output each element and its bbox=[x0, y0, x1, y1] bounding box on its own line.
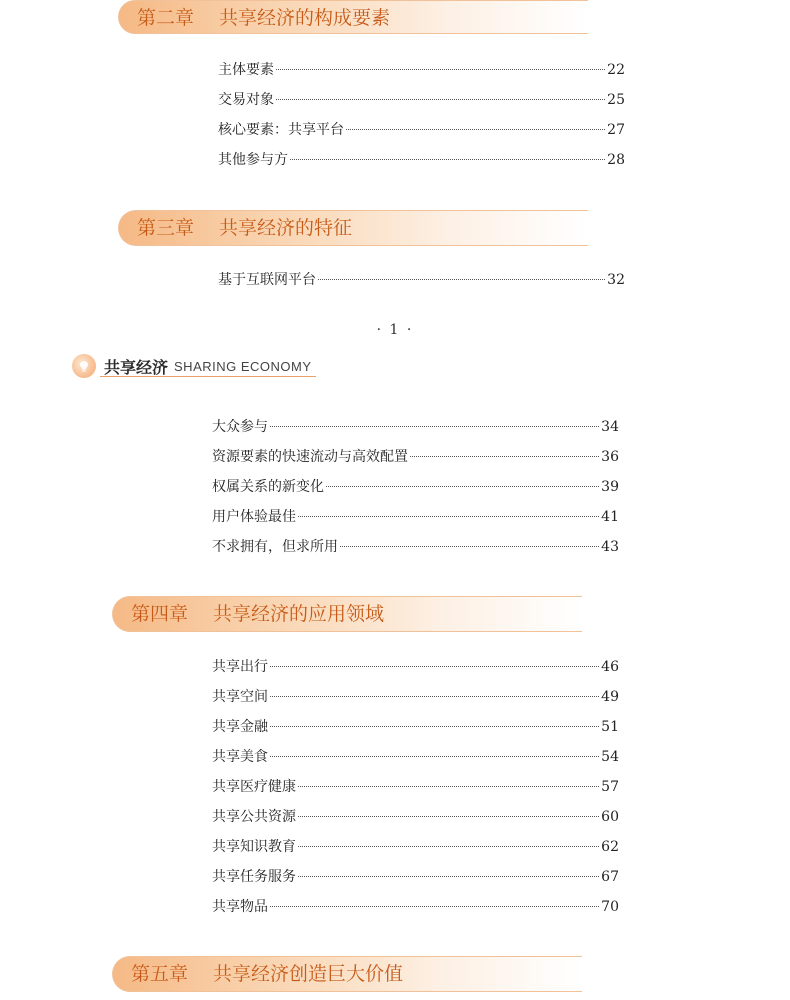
dot-leader bbox=[270, 726, 599, 727]
dot-leader bbox=[298, 846, 599, 847]
toc-entry[interactable] bbox=[212, 476, 619, 498]
dot-leader bbox=[270, 906, 599, 907]
toc-entry-label: 不求拥有，但求所用 bbox=[212, 539, 338, 555]
chapter-5-heading[interactable] bbox=[112, 956, 582, 992]
toc-entry-label: 核心要素：共享平台 bbox=[218, 122, 344, 138]
toc-entry-page: 46 bbox=[601, 659, 619, 675]
toc-entry-page: 60 bbox=[601, 809, 619, 825]
dot-leader bbox=[298, 816, 599, 817]
chapter-title: 共享经济的特征 bbox=[219, 217, 353, 239]
toc-entry-label: 基于互联网平台 bbox=[218, 272, 316, 288]
dot-leader bbox=[326, 486, 599, 487]
chapter-title: 共享经济的构成要素 bbox=[219, 7, 391, 29]
dot-leader bbox=[298, 516, 599, 517]
dot-leader bbox=[298, 876, 599, 877]
toc-entry-label: 共享物品 bbox=[212, 899, 268, 915]
toc-entry-page: 62 bbox=[601, 839, 619, 855]
chapter-4-heading[interactable] bbox=[112, 596, 582, 632]
toc-entry[interactable] bbox=[218, 59, 625, 81]
toc-entry-label: 共享美食 bbox=[212, 749, 268, 765]
dot-leader bbox=[270, 666, 599, 667]
toc-entry[interactable] bbox=[212, 416, 619, 438]
toc-entry-label: 共享任务服务 bbox=[212, 869, 296, 885]
toc-entry[interactable] bbox=[218, 89, 625, 111]
toc-entry-label: 大众参与 bbox=[212, 419, 268, 435]
toc-entry-page: 49 bbox=[601, 689, 619, 705]
dot-leader bbox=[276, 69, 605, 70]
toc-entry-page: 57 bbox=[601, 779, 619, 795]
toc-entry-page: 54 bbox=[601, 749, 619, 765]
page-number: · 1 · bbox=[376, 322, 414, 338]
dot-leader bbox=[276, 99, 605, 100]
toc-entry-label: 资源要素的快速流动与高效配置 bbox=[212, 449, 408, 465]
toc-entry-page: 32 bbox=[607, 272, 625, 288]
toc-entry-label: 共享出行 bbox=[212, 659, 268, 675]
toc-entry[interactable] bbox=[212, 746, 619, 768]
toc-entry[interactable] bbox=[212, 716, 619, 738]
toc-entry[interactable] bbox=[212, 896, 619, 918]
toc-entry-label: 交易对象 bbox=[218, 92, 274, 108]
toc-entry-page: 70 bbox=[601, 899, 619, 915]
toc-entry-page: 43 bbox=[601, 539, 619, 555]
toc-entry-page: 27 bbox=[607, 122, 625, 138]
toc-entry-label: 共享知识教育 bbox=[212, 839, 296, 855]
chapter-number: 第二章 bbox=[137, 7, 195, 29]
toc-entry-page: 25 bbox=[607, 92, 625, 108]
toc-entry-page: 28 bbox=[607, 152, 625, 168]
dot-leader bbox=[290, 159, 605, 160]
toc-entry-page: 39 bbox=[601, 479, 619, 495]
toc-entry-label: 共享公共资源 bbox=[212, 809, 296, 825]
toc-entry[interactable] bbox=[218, 149, 625, 171]
chapter-title: 共享经济的应用领域 bbox=[213, 603, 385, 625]
toc-entry[interactable] bbox=[212, 776, 619, 798]
toc-entry[interactable] bbox=[212, 506, 619, 528]
toc-entry[interactable] bbox=[212, 686, 619, 708]
dot-leader bbox=[298, 786, 599, 787]
toc-entry-label: 其他参与方 bbox=[218, 152, 288, 168]
dot-leader bbox=[410, 456, 599, 457]
toc-entry-label: 用户体验最佳 bbox=[212, 509, 296, 525]
chapter-number: 第三章 bbox=[137, 217, 195, 239]
chapter-2-heading[interactable] bbox=[118, 0, 588, 34]
toc-entry[interactable] bbox=[218, 119, 625, 141]
chapter-number: 第四章 bbox=[131, 603, 189, 625]
chapter-3-heading[interactable] bbox=[118, 210, 588, 246]
toc-entry[interactable] bbox=[212, 836, 619, 858]
toc-entry-label: 主体要素 bbox=[218, 62, 274, 78]
toc-entry-label: 权属关系的新变化 bbox=[212, 479, 324, 495]
toc-entry-page: 41 bbox=[601, 509, 619, 525]
dot-leader bbox=[270, 696, 599, 697]
header-title-en: SHARING ECONOMY bbox=[174, 358, 312, 374]
dot-leader bbox=[340, 546, 599, 547]
header-title-cn: 共享经济 bbox=[104, 357, 169, 377]
toc-entry[interactable] bbox=[212, 656, 619, 678]
dot-leader bbox=[346, 129, 605, 130]
toc-entry-page: 36 bbox=[601, 449, 619, 465]
toc-entry-label: 共享空间 bbox=[212, 689, 268, 705]
dot-leader bbox=[270, 756, 599, 757]
toc-entry[interactable] bbox=[212, 866, 619, 888]
header-rule bbox=[100, 376, 316, 377]
toc-entry-page: 51 bbox=[601, 719, 619, 735]
toc-entry-page: 67 bbox=[601, 869, 619, 885]
toc-entry-label: 共享医疗健康 bbox=[212, 779, 296, 795]
toc-entry[interactable] bbox=[212, 536, 619, 558]
toc-entry-label: 共享金融 bbox=[212, 719, 268, 735]
dot-leader bbox=[270, 426, 599, 427]
chapter-number: 第五章 bbox=[131, 963, 189, 985]
toc-entry[interactable] bbox=[212, 806, 619, 828]
toc-entry-page: 34 bbox=[601, 419, 619, 435]
toc-entry[interactable] bbox=[218, 269, 625, 291]
chapter-title: 共享经济创造巨大价值 bbox=[213, 963, 404, 985]
toc-entry-page: 22 bbox=[607, 62, 625, 78]
lightbulb-icon bbox=[72, 354, 96, 378]
toc-entry[interactable] bbox=[212, 446, 619, 468]
dot-leader bbox=[318, 279, 605, 280]
